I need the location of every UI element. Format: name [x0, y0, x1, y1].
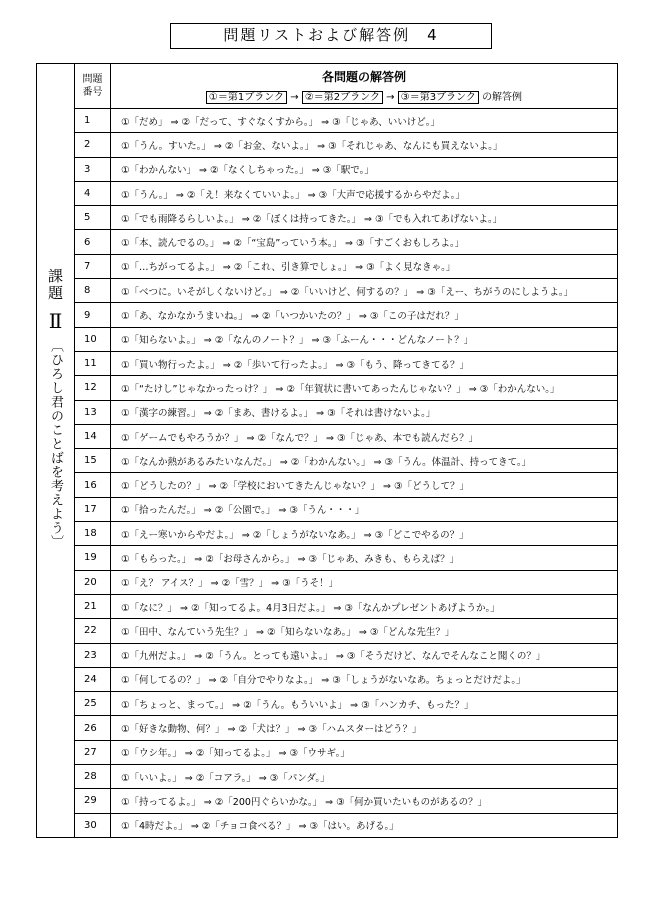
- row-answer: ①「あ、なかなかうまいね。」 ⇒ ②「いつかいたの？」 ⇒ ③「この子はだれ？」: [111, 303, 618, 327]
- kadai-label: 課題: [46, 268, 64, 302]
- row-number: 28: [75, 765, 111, 789]
- table-row: [37, 424, 618, 448]
- row-number: 21: [75, 594, 111, 618]
- row-number: 7: [75, 254, 111, 278]
- row-number: 12: [75, 376, 111, 400]
- row-answer: ①「べつに。いそがしくないけど。」 ⇒ ②「いいけど、何するの？」 ⇒ ③「えー、ちがうのにしようよ。」: [111, 279, 618, 303]
- row-number: 2: [75, 133, 111, 157]
- row-number: 1: [75, 109, 111, 133]
- row-answer: ①「ちょっと、まって。」 ⇒ ②「うん。もういいよ」 ⇒ ③「ハンカチ、もった？」: [111, 692, 618, 716]
- answer-table: [36, 63, 618, 838]
- row-number: 15: [75, 449, 111, 473]
- row-answer: ①「ゲームでもやろうか？」 ⇒ ②「なんで？」 ⇒ ③「じゃあ、本でも読んだら？」: [111, 424, 618, 448]
- row-number: 10: [75, 327, 111, 351]
- arrow-1: →: [290, 92, 299, 103]
- table-row: [37, 400, 618, 424]
- row-answer: ①「持ってるよ。」 ⇒ ②「200円ぐらいかな。」 ⇒ ③「何か買いたいものがあるの？」: [111, 789, 618, 813]
- table-row: [37, 327, 618, 351]
- table-row: [37, 765, 618, 789]
- row-answer: ①「なに？」 ⇒ ②「知ってるよ。4月3日だよ。」 ⇒ ③「なんかプレゼントあげようか。」: [111, 594, 618, 618]
- table-row: [37, 546, 618, 570]
- row-answer: ①「何してるの？」 ⇒ ②「自分でやりなよ。」 ⇒ ③「しょうがないなあ。ちょっとだけだよ。」: [111, 667, 618, 691]
- row-number: 4: [75, 181, 111, 205]
- row-answer: ①「もらった。」 ⇒ ②「お母さんから。」 ⇒ ③「じゃあ、みきも、もらえば？」: [111, 546, 618, 570]
- table-row: [37, 789, 618, 813]
- table-row: [37, 109, 618, 133]
- row-number: 26: [75, 716, 111, 740]
- row-answer: ①「拾ったんだ。」 ⇒ ②「公園で。」 ⇒ ③「うん・・・」: [111, 497, 618, 521]
- table-row: [37, 279, 618, 303]
- row-answer: ①「“たけし”じゃなかったっけ？」 ⇒ ②「年賀状に書いてあったんじゃない？」 ⇒ ③「わかんない。」: [111, 376, 618, 400]
- table-row: [37, 522, 618, 546]
- row-number: 20: [75, 570, 111, 594]
- table-row: [37, 181, 618, 205]
- table-row: [37, 716, 618, 740]
- row-answer: ①「でも雨降るらしいよ。」 ⇒ ②「ぼくは持ってきた。」 ⇒ ③「でも入れてあげないよ。」: [111, 206, 618, 230]
- table-row: [37, 254, 618, 278]
- blank3-label: ③＝第3ブランク: [398, 91, 479, 104]
- blank1-label: ①＝第1ブランク: [206, 91, 287, 104]
- number-header-line1: 問題: [82, 74, 103, 85]
- row-answer: ①「わかんない」 ⇒ ②「なくしちゃった。」 ⇒ ③「駅で。」: [111, 157, 618, 181]
- table-row: [37, 376, 618, 400]
- row-answer: ①「どうしたの？」 ⇒ ②「学校においてきたんじゃない？」 ⇒ ③「どうして？」: [111, 473, 618, 497]
- row-answer: ①「なんか熱があるみたいなんだ。」 ⇒ ②「わかんない。」 ⇒ ③「うん。体温計、持ってきて。」: [111, 449, 618, 473]
- row-answer: ①「4時だよ。」 ⇒ ②「チョコ食べる？」 ⇒ ③「はい。あげる。」: [111, 813, 618, 837]
- row-answer: ①「田中、なんていう先生？」 ⇒ ②「知らないなあ。」 ⇒ ③「どんな先生？」: [111, 619, 618, 643]
- number-column-header: [75, 64, 111, 109]
- number-header-line2: 番号: [82, 87, 103, 98]
- table-row: [37, 692, 618, 716]
- row-number: 16: [75, 473, 111, 497]
- table-row: [37, 303, 618, 327]
- row-number: 30: [75, 813, 111, 837]
- row-number: 18: [75, 522, 111, 546]
- row-answer: ①「うん。」 ⇒ ②「え！来なくていいよ。」 ⇒ ③「大声で応援するからやだよ。」: [111, 181, 618, 205]
- row-number: 29: [75, 789, 111, 813]
- table-header-row: [37, 64, 618, 109]
- blank2-label: ②＝第2ブランク: [302, 91, 383, 104]
- table-row: [37, 230, 618, 254]
- section-label: [37, 64, 75, 838]
- row-number: 27: [75, 740, 111, 764]
- row-answer: ①「…ちがってるよ。」 ⇒ ②「これ、引き算でしょ。」 ⇒ ③「よく見なきゃ。」: [111, 254, 618, 278]
- answer-column-header: [111, 64, 618, 109]
- row-number: 13: [75, 400, 111, 424]
- row-number: 9: [75, 303, 111, 327]
- row-number: 22: [75, 619, 111, 643]
- row-number: 23: [75, 643, 111, 667]
- row-answer: ①「本、読んでるの。」 ⇒ ②「“宝島”っていう本。」 ⇒ ③「すごくおもしろよ。」: [111, 230, 618, 254]
- arrow-2: →: [386, 92, 395, 103]
- row-number: 8: [75, 279, 111, 303]
- row-number: 5: [75, 206, 111, 230]
- row-answer: ①「漢字の練習。」 ⇒ ②「まあ、書けるよ。」 ⇒ ③「それは書けないよ。」: [111, 400, 618, 424]
- row-number: 19: [75, 546, 111, 570]
- row-number: 17: [75, 497, 111, 521]
- table-row: [37, 473, 618, 497]
- row-answer: ①「九州だよ。」 ⇒ ②「うん。とっても遠いよ。」 ⇒ ③「そうだけど、なんでそんなこと聞くの？」: [111, 643, 618, 667]
- table-row: [37, 667, 618, 691]
- row-number: 11: [75, 351, 111, 375]
- answer-heading: 各問題の解答例: [321, 70, 406, 84]
- row-number: 14: [75, 424, 111, 448]
- table-row: [37, 449, 618, 473]
- row-answer: ①「買い物行ったよ。」 ⇒ ②「歩いて行ったよ。」 ⇒ ③「もう、降ってきてる？」: [111, 351, 618, 375]
- table-row: [37, 157, 618, 181]
- row-number: 25: [75, 692, 111, 716]
- kadai-number: Ⅱ: [48, 309, 63, 333]
- table-row: [37, 497, 618, 521]
- table-row: [37, 570, 618, 594]
- row-number: 6: [75, 230, 111, 254]
- row-number: 24: [75, 667, 111, 691]
- table-row: [37, 594, 618, 618]
- table-row: [37, 740, 618, 764]
- row-answer: ①「いいよ。」 ⇒ ②「コアラ。」 ⇒ ③「パンダ。」: [111, 765, 618, 789]
- row-answer: ①「え？ アイス？」 ⇒ ②「雪？」 ⇒ ③「うそ！」: [111, 570, 618, 594]
- row-answer: ①「えー寒いからやだよ。」 ⇒ ②「しょうがないなあ。」 ⇒ ③「どこでやるの？」: [111, 522, 618, 546]
- row-answer: ①「だめ」 ⇒ ②「だって、すぐなくすから。」 ⇒ ③「じゃあ、いいけど。」: [111, 109, 618, 133]
- table-row: [37, 619, 618, 643]
- row-number: 3: [75, 157, 111, 181]
- table-row: [37, 351, 618, 375]
- row-answer: ①「知らないよ。」 ⇒ ②「なんのノート？」 ⇒ ③「ふーん・・・どんなノート？」: [111, 327, 618, 351]
- table-row: [37, 206, 618, 230]
- row-answer: ①「ウシ年。」 ⇒ ②「知ってるよ。」 ⇒ ③「ウサギ。」: [111, 740, 618, 764]
- table-row: [37, 133, 618, 157]
- row-answer: ①「うん。すいた。」 ⇒ ②「お金、ないよ。」 ⇒ ③「それじゃあ、なんにも買えないよ。」: [111, 133, 618, 157]
- table-row: [37, 813, 618, 837]
- legend-suffix: の解答例: [482, 92, 523, 103]
- page-title: 問題リストおよび解答例 4: [170, 23, 492, 49]
- blank-legend: [111, 88, 617, 103]
- row-answer: ①「好きな動物、何？」 ⇒ ②「犬は？」 ⇒ ③「ハムスターはどう？」: [111, 716, 618, 740]
- kadai-subtitle: 〔ひろし君のことばを考えよう〕: [48, 339, 63, 549]
- table-row: [37, 643, 618, 667]
